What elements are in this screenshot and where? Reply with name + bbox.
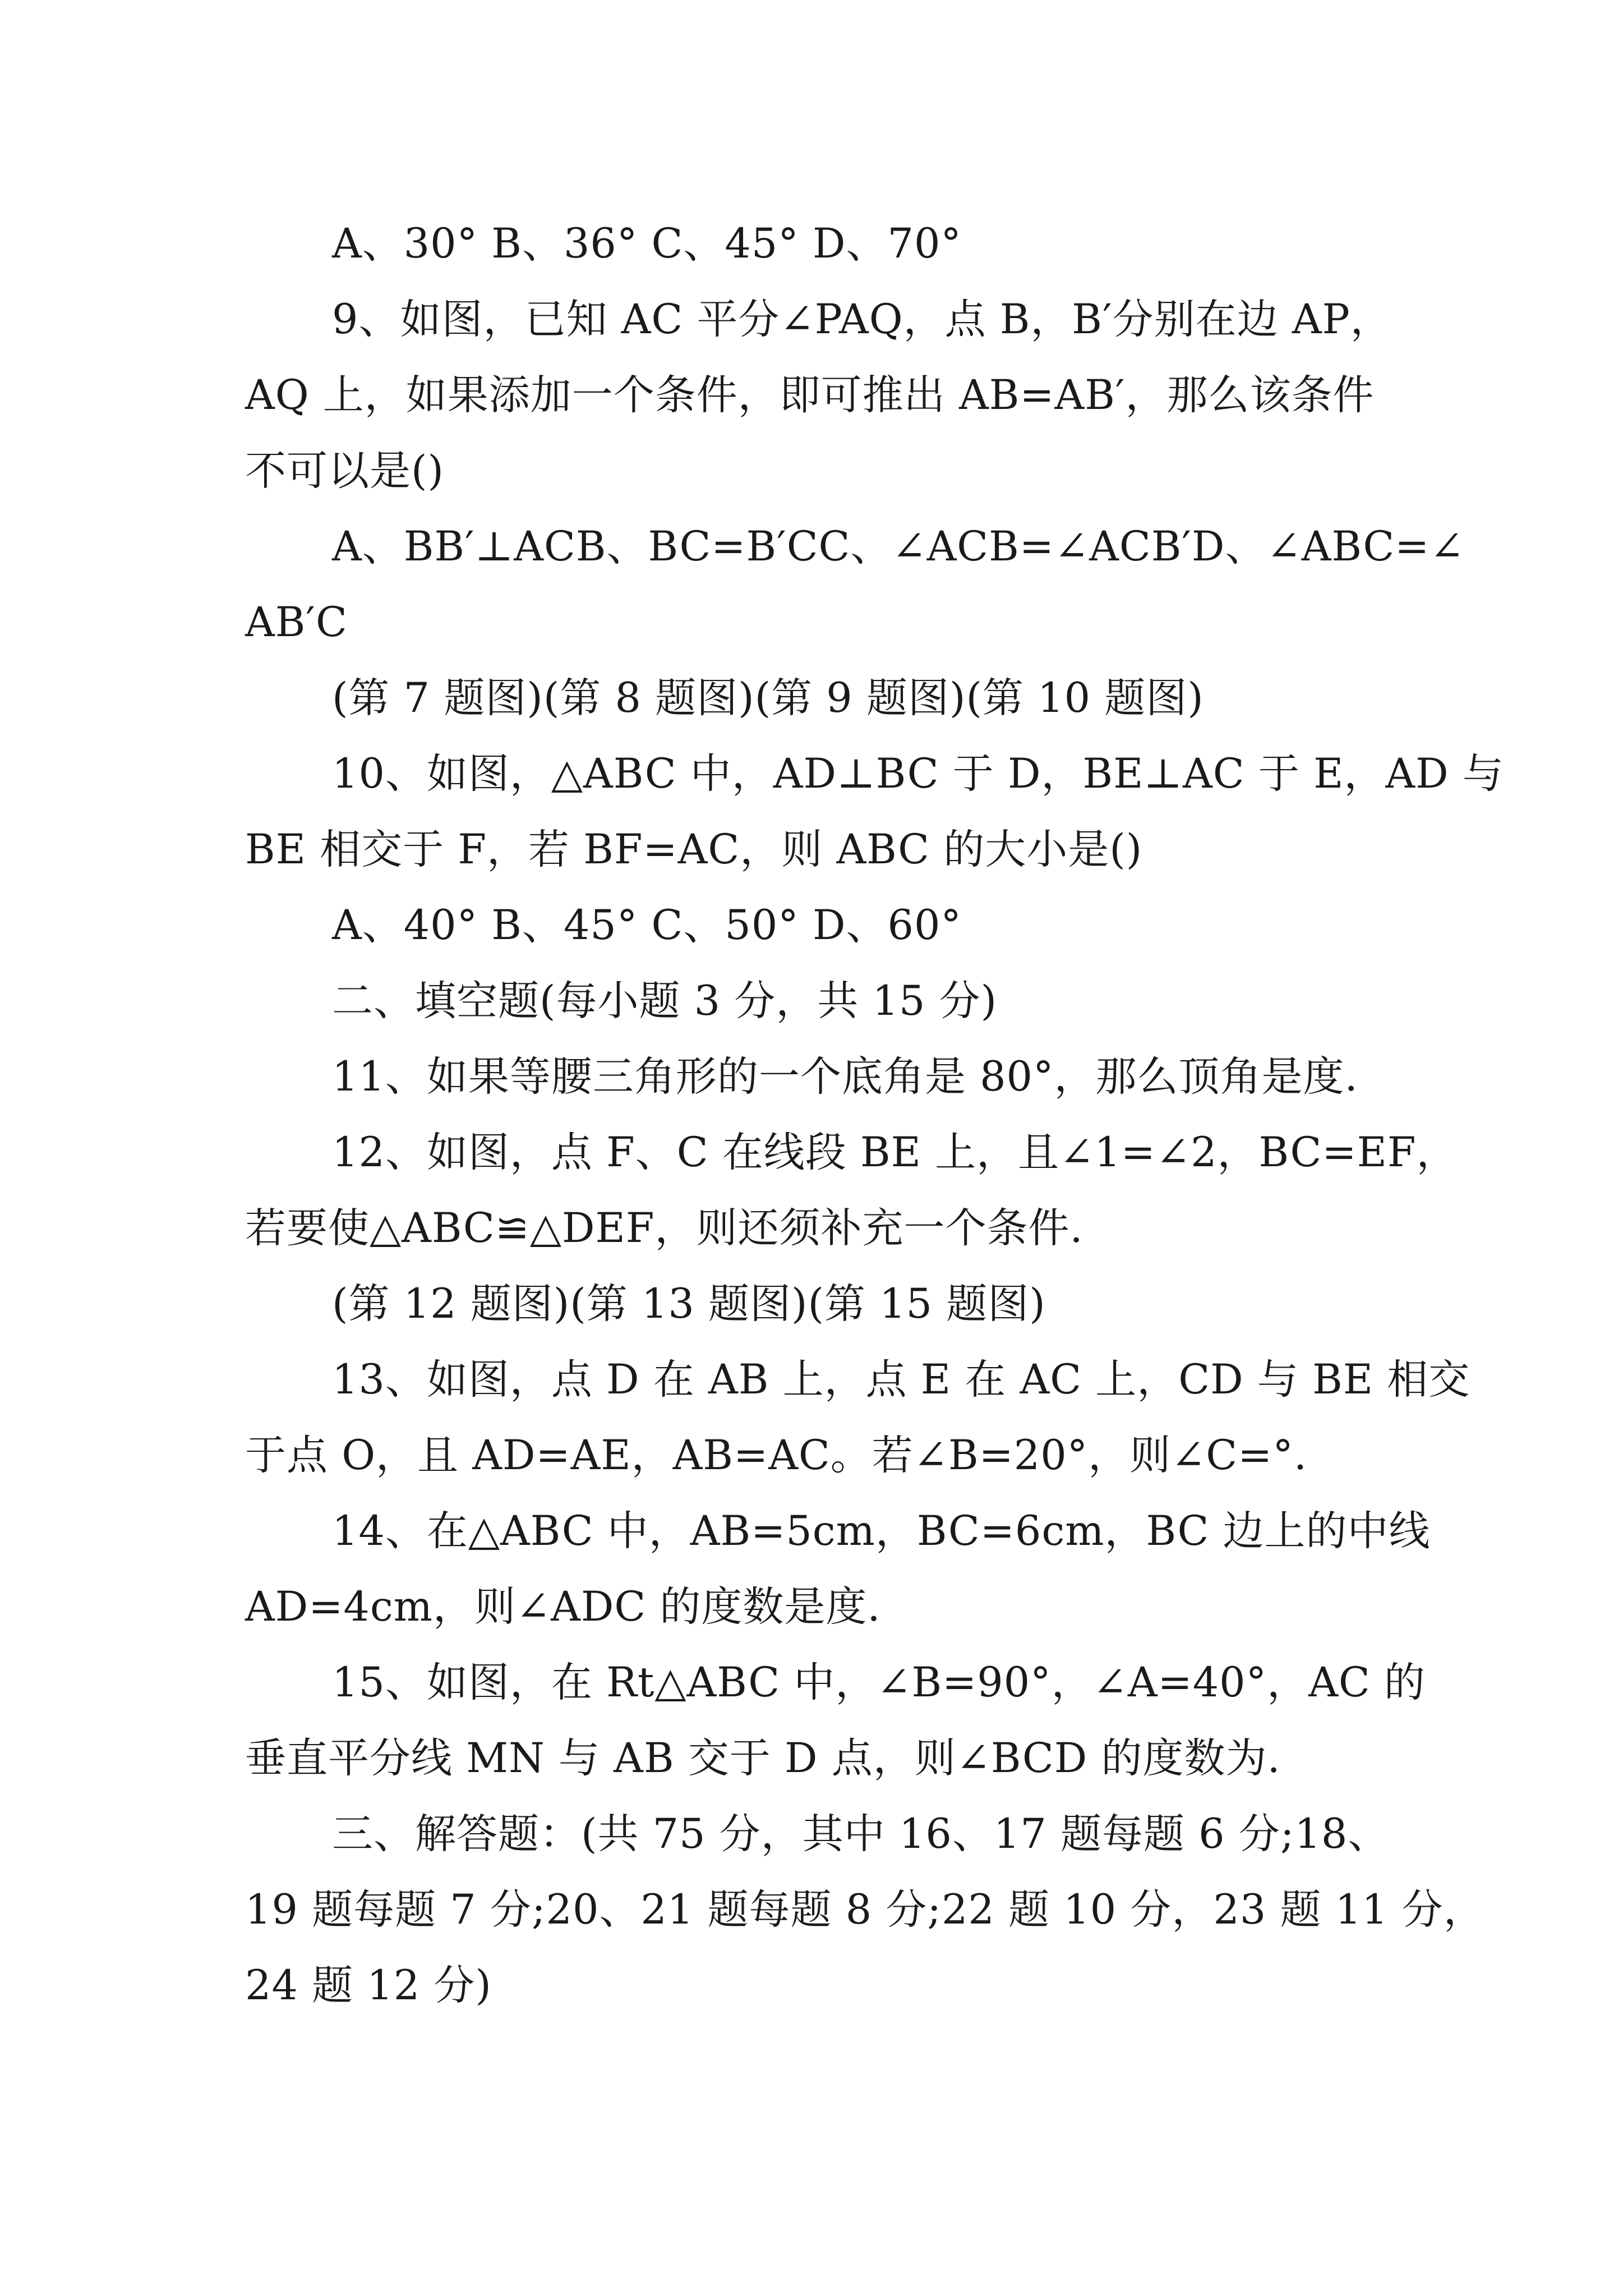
- section-heading-answers-1: 三、解答题：(共 75 分，其中 16、17 题每题 6 分;18、: [332, 1810, 1390, 1858]
- text-line-q14-1: 14、在△ABC 中，AB=5cm，BC=6cm，BC 边上的中线: [332, 1507, 1431, 1555]
- text-line-options-q9-1: A、BB′⊥ACB、BC=B′CC、∠ACB=∠ACB′D、∠ABC=∠: [332, 523, 1465, 570]
- text-line-figure-captions-1: (第 7 题图)(第 8 题图)(第 9 题图)(第 10 题图): [332, 674, 1204, 722]
- text-line-q15-2: 垂直平分线 MN 与 AB 交于 D 点，则∠BCD 的度数为.: [245, 1734, 1281, 1782]
- text-line-q9-1: 9、如图，已知 AC 平分∠PAQ，点 B，B′分别在边 AP，: [332, 296, 1392, 343]
- text-line-q10-1: 10、如图，△ABC 中，AD⊥BC 于 D，BE⊥AC 于 E，AD 与: [332, 750, 1504, 798]
- text-line-q13-2: 于点 O，且 AD=AE，AB=AC。若∠B=20°，则∠C=°.: [245, 1432, 1308, 1479]
- text-line-figure-captions-2: (第 12 题图)(第 13 题图)(第 15 题图): [332, 1280, 1046, 1328]
- text-line-q9-2: AQ 上，如果添加一个条件，即可推出 AB=AB′，那么该条件: [245, 371, 1375, 419]
- text-line-q15-1: 15、如图，在 Rt△ABC 中，∠B=90°，∠A=40°，AC 的: [332, 1659, 1426, 1706]
- text-line-options-q9-2: AB′C: [245, 599, 348, 646]
- text-line-q14-2: AD=4cm，则∠ADC 的度数是度.: [245, 1583, 881, 1631]
- text-line-q12-1: 12、如图，点 F、C 在线段 BE 上，且∠1=∠2，BC=EF，: [332, 1129, 1458, 1176]
- section-heading-fill-in: 二、填空题(每小题 3 分，共 15 分): [332, 977, 998, 1025]
- text-line-q11: 11、如果等腰三角形的一个底角是 80°，那么顶角是度.: [332, 1053, 1358, 1101]
- text-line-options-q8: A、30° B、36° C、45° D、70°: [332, 220, 962, 268]
- section-heading-answers-3: 24 题 12 分): [245, 1962, 492, 2009]
- text-line-q13-1: 13、如图，点 D 在 AB 上，点 E 在 AC 上，CD 与 BE 相交: [332, 1356, 1470, 1404]
- text-line-q10-2: BE 相交于 F，若 BF=AC，则 ABC 的大小是(): [245, 826, 1143, 873]
- text-line-q12-2: 若要使△ABC≌△DEF，则还须补充一个条件.: [245, 1204, 1083, 1252]
- text-line-q9-3: 不可以是(): [245, 447, 444, 495]
- section-heading-answers-2: 19 题每题 7 分;20、21 题每题 8 分;22 题 10 分，23 题 11 分，: [245, 1886, 1485, 1934]
- text-line-options-q10: A、40° B、45° C、50° D、60°: [332, 901, 962, 949]
